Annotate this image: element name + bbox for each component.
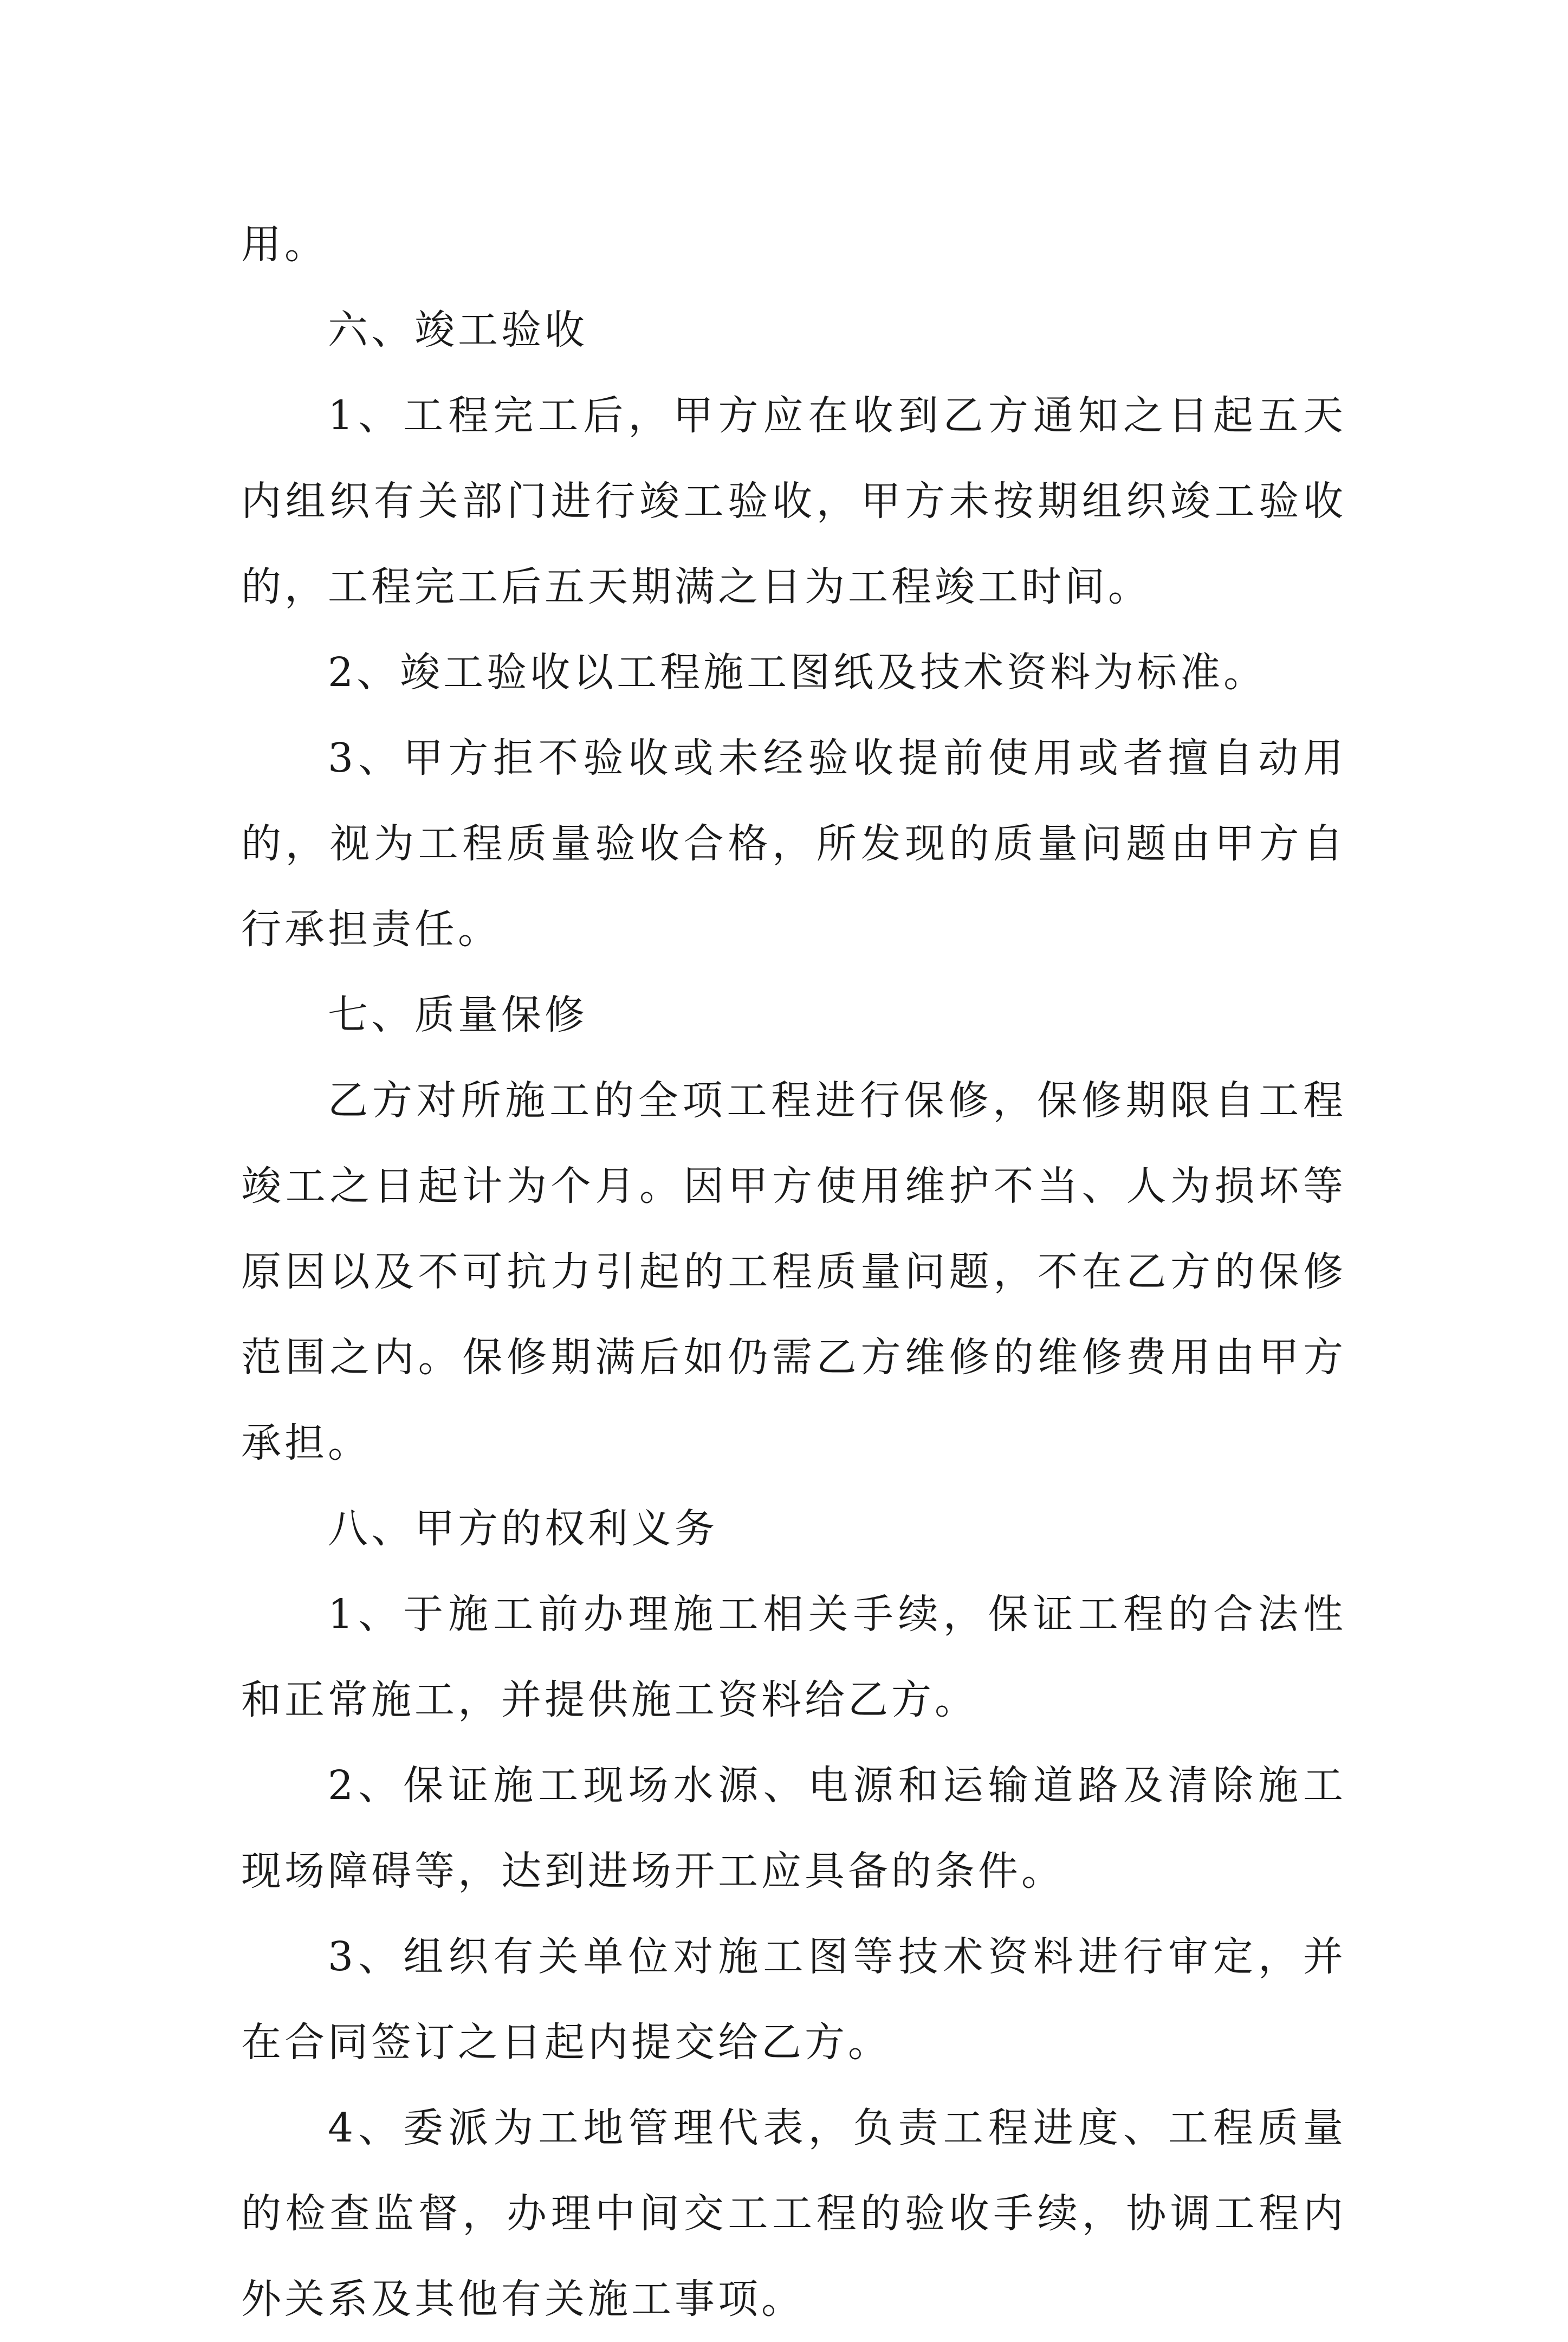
paragraph-warranty: 乙方对所施工的全项工程进行保修，保修期限自工程竣工之日起计为个月。因甲方使用维护不当、人为损坏等原因以及不可抗力引起的工程质量问题，不在乙方的保修范围之内。保修期满后如仍需乙方维修的维修费用由甲方承担。 (241, 1077, 1346, 1466)
section-heading-party-a-duties: 八、甲方的权利义务 (328, 1505, 718, 1552)
section-heading-warranty: 七、质量保修 (328, 992, 588, 1038)
paragraph-acceptance-3: 3、甲方拒不验收或未经验收提前使用或者擅自动用的，视为工程质量验收合格，所发现的质量问题由甲方自行承担责任。 (241, 735, 1346, 953)
paragraph-acceptance-2: 2、竣工验收以工程施工图纸及技术资料为标准。 (328, 649, 1267, 696)
document-body (241, 202, 1346, 2342)
paragraph-continuation: 用。 (241, 221, 328, 268)
paragraph-party-a-2: 2、保证施工现场水源、电源和运输道路及清除施工现场障碍等，达到进场开工应具备的条件。 (241, 1762, 1346, 1894)
paragraph-party-a-3: 3、组织有关单位对施工图等技术资料进行审定，并在合同签订之日起内提交给乙方。 (241, 1933, 1346, 2066)
section-heading-acceptance: 六、竣工验收 (328, 307, 588, 353)
paragraph-acceptance-1: 1、工程完工后，甲方应在收到乙方通知之日起五天内组织有关部门进行竣工验收，甲方未按期组织竣工验收的，工程完工后五天期满之日为工程竣工时间。 (241, 392, 1346, 610)
paragraph-party-a-4: 4、委派为工地管理代表，负责工程进度、工程质量的检查监督，办理中间交工工程的验收手续，协调工程内外关系及其他有关施工事项。 (241, 2105, 1346, 2322)
paragraph-party-a-1: 1、于施工前办理施工相关手续，保证工程的合法性和正常施工，并提供施工资料给乙方。 (241, 1591, 1346, 1723)
